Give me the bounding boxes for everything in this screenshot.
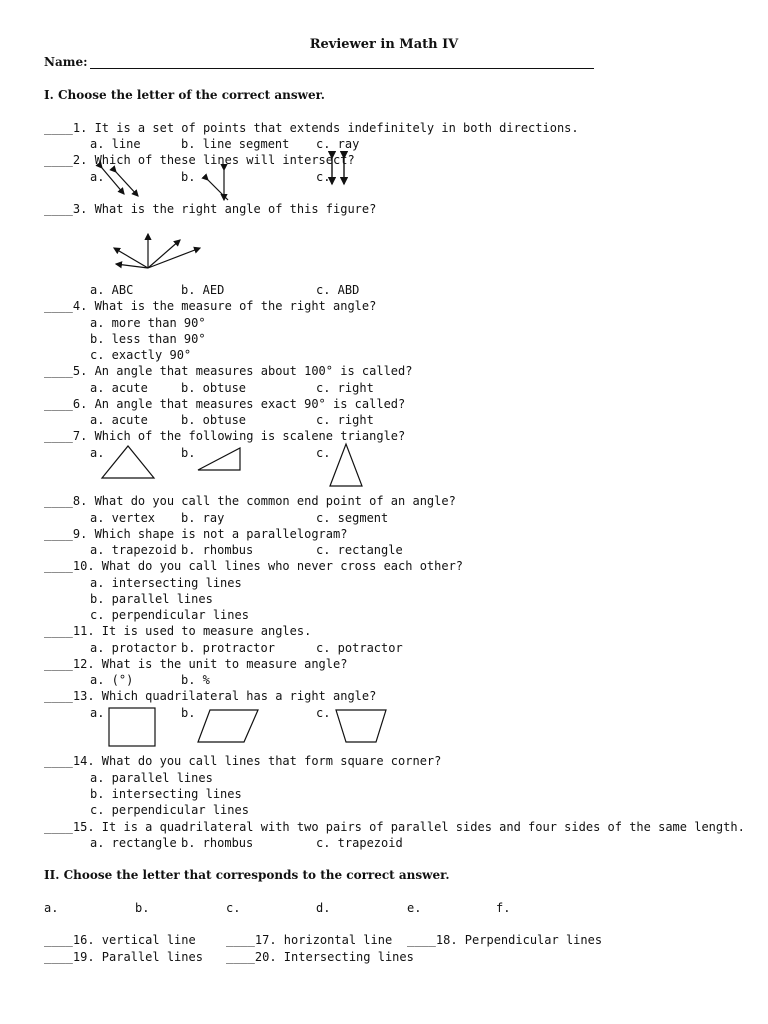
q2-option-c: c. (316, 170, 331, 184)
question-10-text: 10. What do you call lines who never cross each other? (72, 559, 464, 573)
answer-blank-3[interactable]: ____ (44, 202, 73, 216)
question-6-text: 6. An angle that measures exact 90° is called? (72, 397, 406, 411)
q13-option-a: a. (90, 706, 105, 720)
q4-option-c: c. exactly 90° (90, 348, 192, 362)
q2-figure-a-parallel-diagonal-lines (98, 164, 148, 204)
q8-option-a: a. vertex (90, 511, 156, 525)
q10-option-c: c. perpendicular lines (90, 608, 249, 622)
question-6 (44, 397, 405, 411)
section2-item-19 (44, 950, 203, 964)
q6-option-b: b. obtuse (181, 413, 247, 427)
question-11 (44, 624, 311, 638)
section2-letter-c: c. (226, 901, 241, 915)
q13-option-b: b. (181, 706, 196, 720)
question-13-text: 13. Which quadrilateral has a right angle? (72, 689, 377, 703)
answer-blank-15[interactable]: ____ (44, 820, 73, 834)
answer-blank-20[interactable]: ____ (226, 950, 255, 964)
answer-blank-18[interactable]: ____ (407, 933, 436, 947)
q13-option-c: c. (316, 706, 331, 720)
q10-option-a: a. intersecting lines (90, 576, 242, 590)
q7-option-a: a. (90, 446, 105, 460)
question-3 (44, 202, 376, 216)
q11-option-a: a. protactor (90, 641, 177, 655)
section2-item-17 (226, 933, 392, 947)
section2-letter-f: f. (496, 901, 511, 915)
question-8 (44, 494, 456, 508)
question-14-text: 14. What do you call lines that form square corner? (72, 754, 442, 768)
question-3-text: 3. What is the right angle of this figure? (72, 202, 377, 216)
q3-angle-figure (110, 228, 210, 278)
q11-option-b: b. protractor (181, 641, 275, 655)
question-7-text: 7. Which of the following is scalene triangle? (72, 429, 406, 443)
question-9 (44, 527, 347, 541)
question-5-text: 5. An angle that measures about 100° is called? (72, 364, 413, 378)
item-20-text: 20. Intersecting lines (254, 950, 414, 964)
answer-blank-17[interactable]: ____ (226, 933, 255, 947)
answer-blank-11[interactable]: ____ (44, 624, 73, 638)
item-19-text: 19. Parallel lines (72, 950, 203, 964)
q15-option-a: a. rectangle (90, 836, 177, 850)
q1-option-c: c. ray (316, 137, 360, 151)
q6-option-a: a. acute (90, 413, 148, 427)
q3-option-c: c. ABD (316, 283, 360, 297)
q9-option-b: b. rhombus (181, 543, 254, 557)
q11-option-c: c. potractor (316, 641, 403, 655)
q5-option-a: a. acute (90, 381, 148, 395)
question-14 (44, 754, 441, 768)
question-12-text: 12. What is the unit to measure angle? (72, 657, 348, 671)
q7-figure-c-isosceles-triangle (328, 442, 364, 488)
q6-option-c: c. right (316, 413, 374, 427)
answer-blank-8[interactable]: ____ (44, 494, 73, 508)
question-13 (44, 689, 376, 703)
q9-option-a: a. trapezoid (90, 543, 177, 557)
name-label: Name: (44, 55, 88, 69)
q13-figure-c-trapezoid (334, 708, 390, 746)
q14-option-c: c. perpendicular lines (90, 803, 249, 817)
q3-option-a: a. ABC (90, 283, 134, 297)
section2-letter-d: d. (316, 901, 331, 915)
answer-blank-1[interactable]: ____ (44, 121, 73, 135)
answer-blank-2[interactable]: ____ (44, 153, 73, 167)
q14-option-a: a. parallel lines (90, 771, 213, 785)
q2-option-b: b. (181, 170, 196, 184)
q9-option-c: c. rectangle (316, 543, 403, 557)
q1-option-b: b. line segment (181, 137, 290, 151)
q7-figure-a-triangle (100, 444, 160, 480)
section2-letter-e: e. (407, 901, 422, 915)
q2-figure-c-parallel-vertical-lines (326, 156, 356, 190)
name-underline[interactable] (0, 68, 768, 70)
answer-blank-13[interactable]: ____ (44, 689, 73, 703)
answer-blank-16[interactable]: ____ (44, 933, 73, 947)
page-title: Reviewer in Math IV (309, 37, 459, 52)
question-7 (44, 429, 405, 443)
q2-option-a: a. (90, 170, 105, 184)
q14-option-b: b. intersecting lines (90, 787, 242, 801)
q1-option-a: a. line (90, 137, 141, 151)
answer-blank-10[interactable]: ____ (44, 559, 73, 573)
q10-option-b: b. parallel lines (90, 592, 213, 606)
question-8-text: 8. What do you call the common end point of an angle? (72, 494, 456, 508)
item-18-text: 18. Perpendicular lines (435, 933, 603, 947)
q8-option-c: c. segment (316, 511, 389, 525)
q12-option-a: a. (°) (90, 673, 134, 687)
section2-heading: II. Choose the letter that corresponds to the correct answer. (44, 868, 450, 882)
question-2 (44, 153, 355, 167)
section2-item-20 (226, 950, 414, 964)
q12-option-b: b. % (181, 673, 210, 687)
question-1 (44, 121, 579, 135)
q8-option-b: b. ray (181, 511, 225, 525)
answer-blank-19[interactable]: ____ (44, 950, 73, 964)
question-2-text: 2. Which of these lines will intersect? (72, 153, 355, 167)
question-11-text: 11. It is used to measure angles. (72, 624, 312, 638)
question-4-text: 4. What is the measure of the right angle? (72, 299, 377, 313)
answer-blank-6[interactable]: ____ (44, 397, 73, 411)
question-1-text: 1. It is a set of points that extends indefinitely in both directions. (72, 121, 579, 135)
section1-heading: I. Choose the letter of the correct answer. (44, 88, 325, 102)
q5-option-c: c. right (316, 381, 374, 395)
question-10 (44, 559, 463, 573)
section2-letter-a: a. (44, 901, 59, 915)
section2-item-16 (44, 933, 196, 947)
q4-option-b: b. less than 90° (90, 332, 206, 346)
question-4 (44, 299, 376, 313)
q15-option-c: c. trapezoid (316, 836, 403, 850)
q4-option-a: a. more than 90° (90, 316, 206, 330)
question-9-text: 9. Which shape is not a parallelogram? (72, 527, 348, 541)
q3-option-b: b. AED (181, 283, 225, 297)
answer-blank-14[interactable]: ____ (44, 754, 73, 768)
q15-option-b: b. rhombus (181, 836, 254, 850)
answer-blank-4[interactable]: ____ (44, 299, 73, 313)
q13-figure-a-square (107, 706, 157, 748)
section2-item-18 (407, 933, 602, 947)
answer-blank-7[interactable]: ____ (44, 429, 73, 443)
item-16-text: 16. vertical line (72, 933, 196, 947)
answer-blank-5[interactable]: ____ (44, 364, 73, 378)
q13-figure-b-parallelogram (196, 708, 260, 746)
item-17-text: 17. horizontal line (254, 933, 393, 947)
section2-letter-b: b. (135, 901, 150, 915)
q7-option-c: c. (316, 446, 331, 460)
question-5 (44, 364, 412, 378)
answer-blank-12[interactable]: ____ (44, 657, 73, 671)
q7-option-b: b. (181, 446, 196, 460)
q7-figure-b-right-triangle (196, 446, 246, 476)
question-12 (44, 657, 347, 671)
q5-option-b: b. obtuse (181, 381, 247, 395)
question-15-text: 15. It is a quadrilateral with two pairs of parallel sides and four sides of the same length. (72, 820, 745, 834)
answer-blank-9[interactable]: ____ (44, 527, 73, 541)
question-15 (44, 820, 745, 834)
